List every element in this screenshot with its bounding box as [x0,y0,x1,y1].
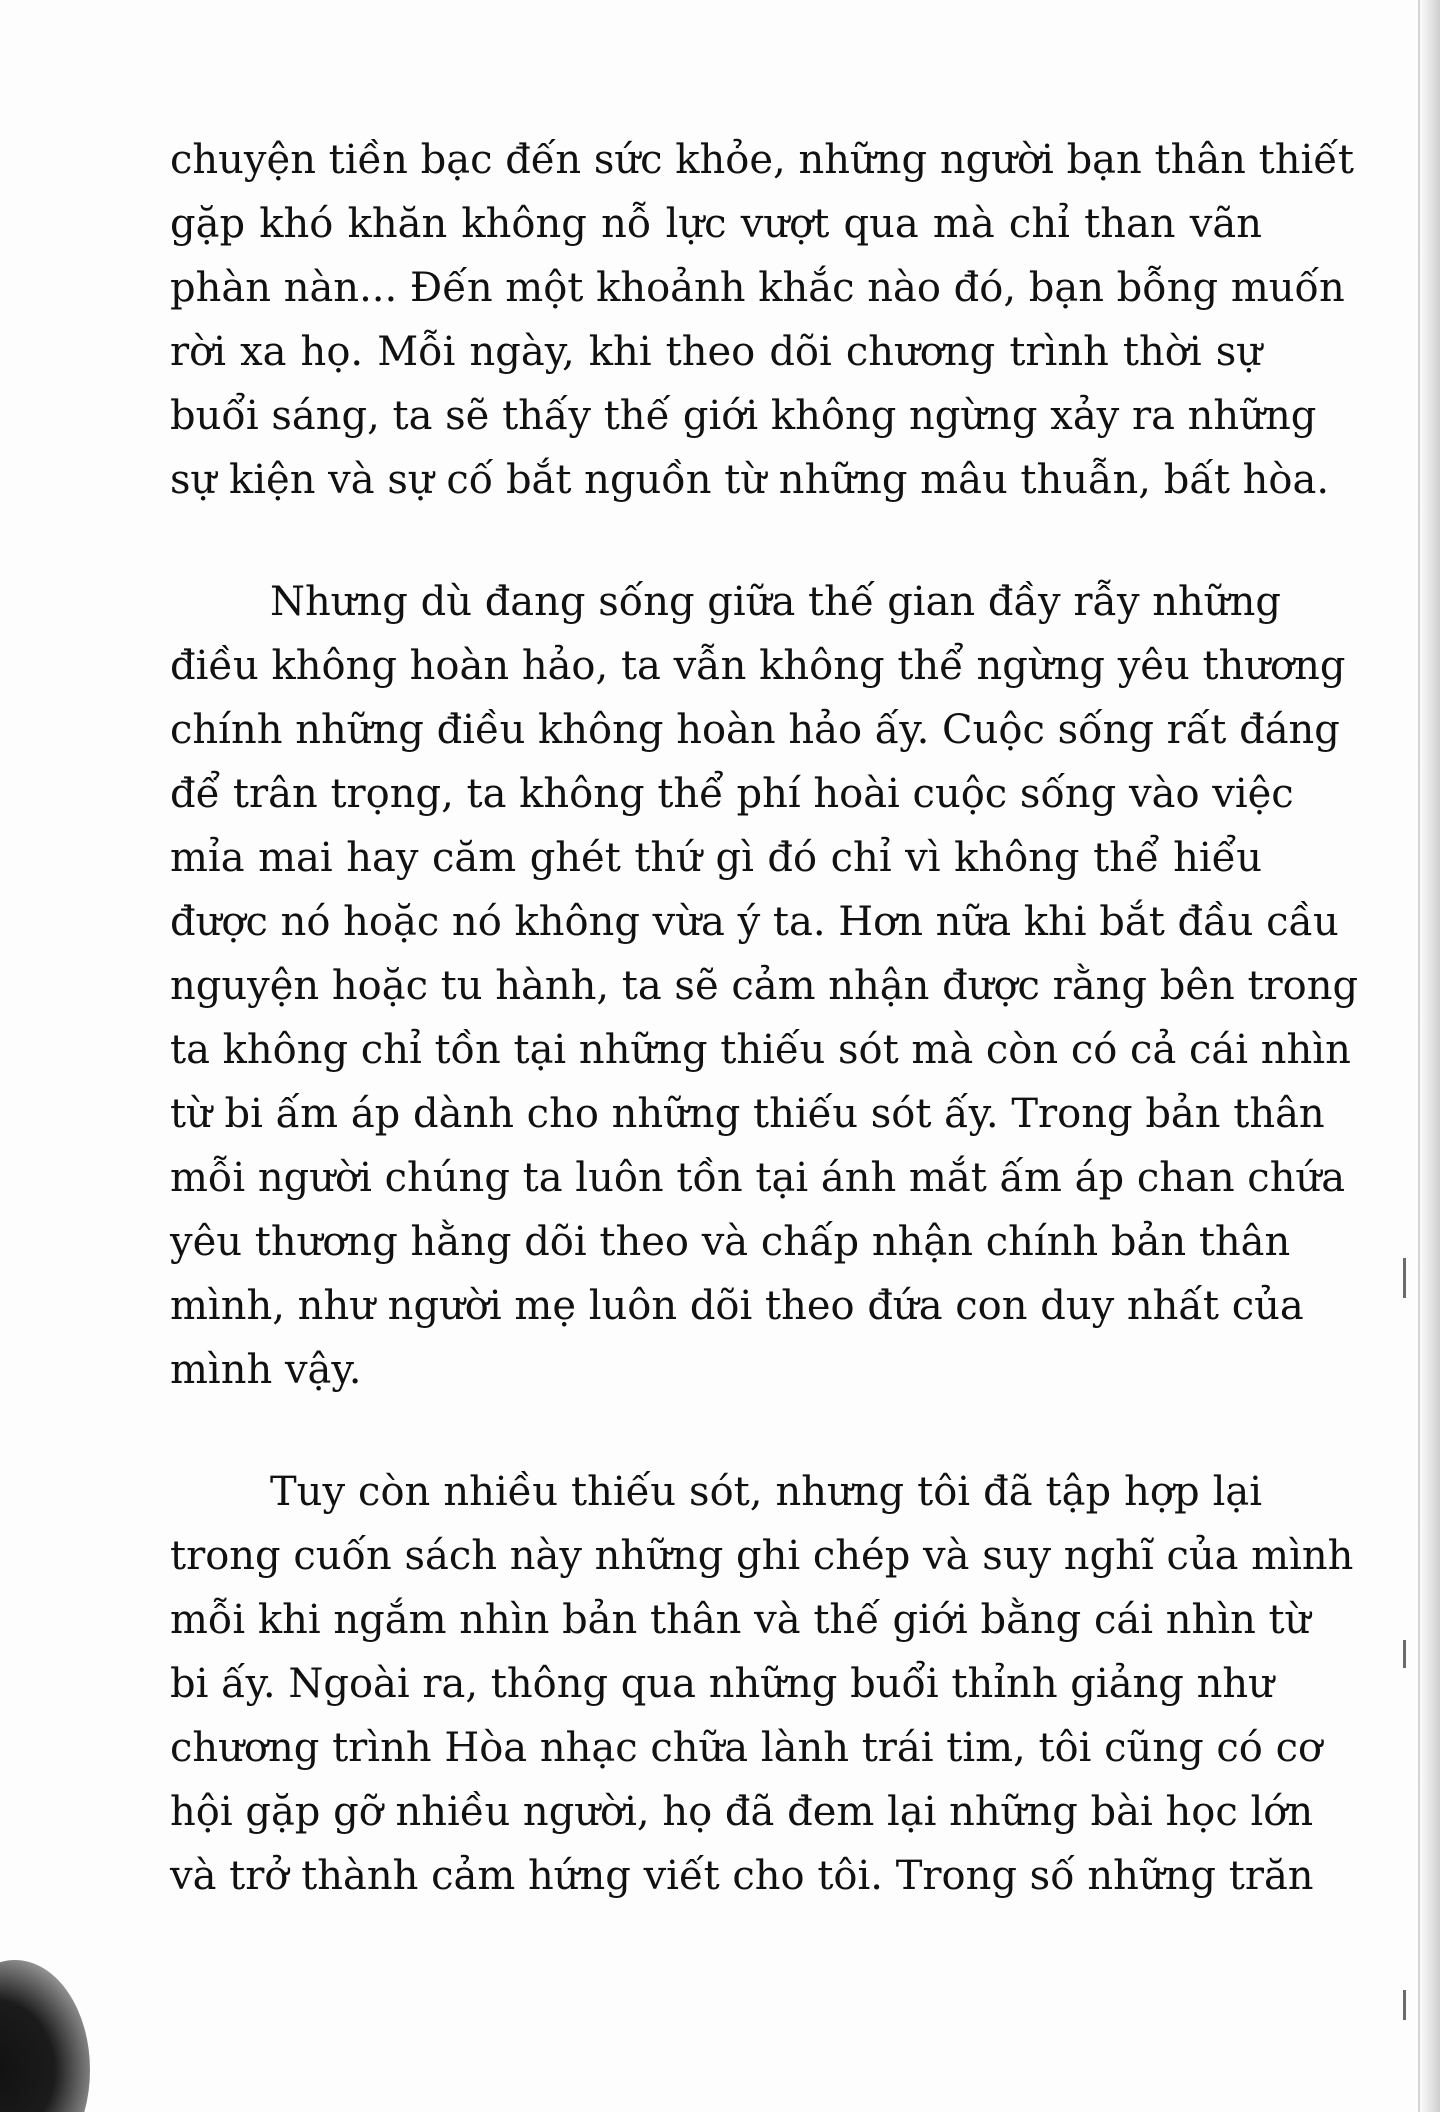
paragraph-1 [170,128,1354,512]
text-line: và trở thành cảm hứng viết cho tôi. Trong số những trăn [170,1853,1314,1899]
text-line: gặp khó khăn không nỗ lực vượt qua mà chỉ than vãn [170,201,1262,247]
text-line: yêu thương hằng dõi theo và chấp nhận chính bản thân [170,1219,1291,1265]
edge-mark [1403,1990,1406,2020]
text-line: sự kiện và sự cố bắt nguồn từ những mâu thuẫn, bất hòa. [170,457,1330,503]
text-line: nguyện hoặc tu hành, ta sẽ cảm nhận được rằng bên trong [170,963,1359,1009]
text-line: chuyện tiền bạc đến sức khỏe, những người bạn thân thiết [170,137,1354,183]
thumb-shadow [0,1960,90,2112]
edge-mark [1403,1258,1406,1298]
page-edge-line [1418,0,1420,2112]
paragraph-gap [170,512,1262,570]
text-line: chính những điều không hoàn hảo ấy. Cuộc sống rất đáng [170,707,1340,753]
text-line: chương trình Hòa nhạc chữa lành trái tim, tôi cũng có cơ [170,1725,1323,1771]
text-line: ta không chỉ tồn tại những thiếu sót mà còn có cả cái nhìn [170,1027,1351,1073]
text-line: bi ấy. Ngoài ra, thông qua những buổi thỉnh giảng như [170,1661,1274,1707]
body-text [170,128,1359,1908]
paragraph-3 [170,1460,1354,1908]
text-line: mỗi khi ngắm nhìn bản thân và thế giới bằng cái nhìn từ [170,1597,1311,1643]
text-line: Nhưng dù đang sống giữa thế gian đầy rẫy những [270,579,1281,625]
text-line: mình, như người mẹ luôn dõi theo đứa con duy nhất của [170,1283,1304,1329]
text-line: mình vậy. [170,1347,362,1393]
edge-mark [1403,1640,1406,1668]
text-line: để trân trọng, ta không thể phí hoài cuộc sống vào việc [170,771,1294,817]
text-line: từ bi ấm áp dành cho những thiếu sót ấy. Trong bản thân [170,1091,1325,1137]
text-line: buổi sáng, ta sẽ thấy thế giới không ngừng xảy ra những [170,393,1317,439]
text-line: điều không hoàn hảo, ta vẫn không thể ngừng yêu thương [170,643,1346,689]
text-line: hội gặp gỡ nhiều người, họ đã đem lại những bài học lớn [170,1789,1314,1835]
page-edge [1418,0,1440,2112]
text-line: rời xa họ. Mỗi ngày, khi theo dõi chương trình thời sự [170,329,1262,375]
paragraph-gap [170,1402,1262,1460]
text-line: Tuy còn nhiều thiếu sót, nhưng tôi đã tập hợp lại [270,1469,1262,1515]
paragraph-2 [170,570,1359,1402]
text-line: mỗi người chúng ta luôn tồn tại ánh mắt ấm áp chan chứa [170,1155,1346,1201]
text-line: phàn nàn... Đến một khoảnh khắc nào đó, bạn bỗng muốn [170,265,1345,311]
text-line: được nó hoặc nó không vừa ý ta. Hơn nữa khi bắt đầu cầu [170,899,1339,945]
text-line: trong cuốn sách này những ghi chép và suy nghĩ của mình [170,1533,1354,1579]
text-line: mỉa mai hay căm ghét thứ gì đó chỉ vì không thể hiểu [170,835,1262,881]
